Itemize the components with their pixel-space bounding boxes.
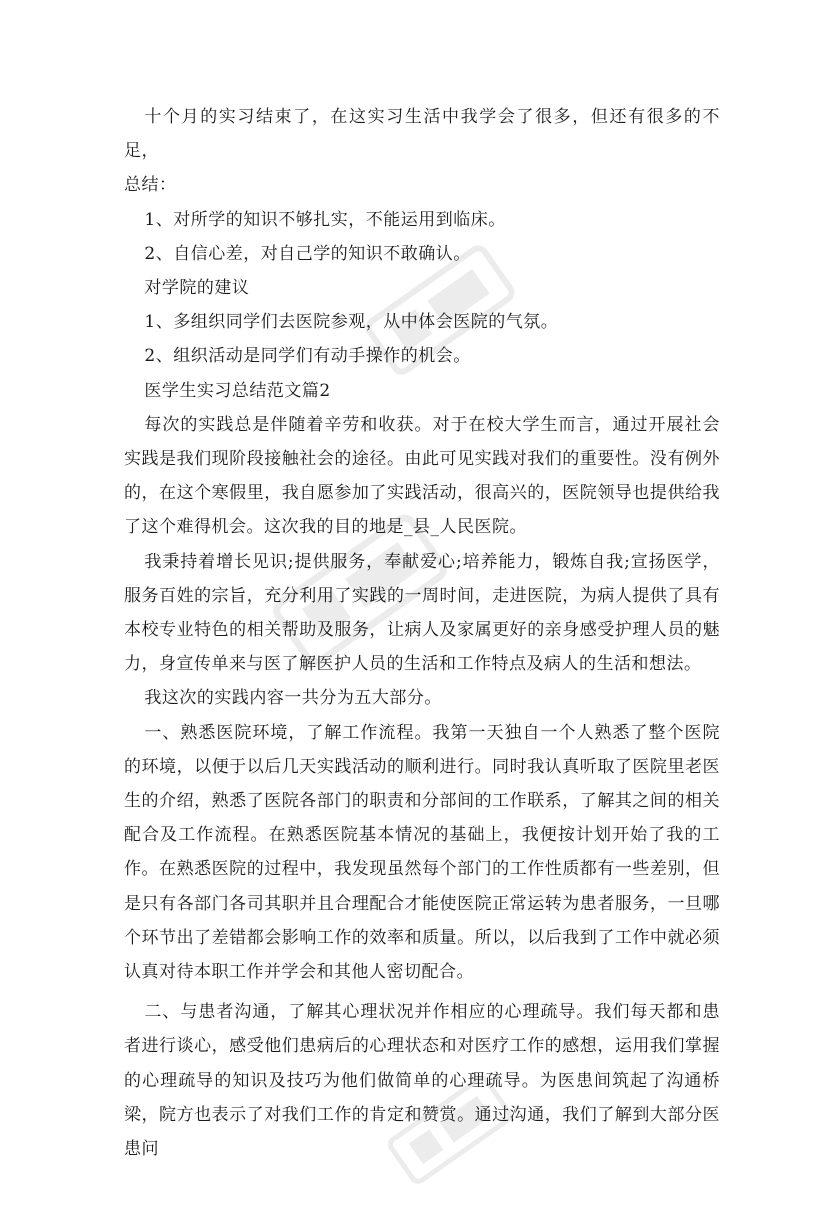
paragraph: 十个月的实习结束了，在这实习生活中我学会了很多，但还有很多的不足， <box>124 107 720 162</box>
section-heading: 对学院的建议 <box>144 278 250 299</box>
list-item: 1、对所学的知识不够扎实，不能运用到临床。 <box>144 209 506 230</box>
paragraph: 我这次的实践内容一共分为五大部分。 <box>144 688 442 709</box>
list-item: 1、多组织同学们去医院参观，从中体会医院的气氛。 <box>144 312 559 333</box>
paragraph: 总结： <box>124 175 177 196</box>
paragraph: 一、熟悉医院环境，了解工作流程。我第一天独自一个人熟悉了整个医院的环境，以便于以后几天实践活动的顺利进行。同时我认真听取了医院里老医生的介绍，熟悉了医院各部门的职责和分部间的工作联系，了解其之间的相关配合及工作流程。在熟悉医院基本情况的基础上，我便按计划开始了我的工作。在熟悉医院的过程中，我发现虽然每个部门的工作性质都有一些差别，但是只有各部门各司其职并且合理配合才能使医院正常运转为患者服务，一旦哪个环节出了差错都会影响工作的效率和质量。所以，以后我到了工作中就必须认真对待本职工作并学会和其他人密切配合。 <box>124 722 720 983</box>
paragraph: 每次的实践总是伴随着辛劳和收获。对于在校大学生而言，通过开展社会实践是我们现阶段接触社会的途径。由此可见实践对我们的重要性。没有例外的，在这个寒假里，我自愿参加了实践活动，很高兴的，医院领导也提供给我了这个难得机会。这次我的目的地是_县_人民医院。 <box>124 414 720 538</box>
article-heading: 医学生实习总结范文篇2 <box>144 380 331 401</box>
paragraph: 我秉持着增长见识;提供服务，奉献爱心;培养能力，锻炼自我;宣扬医学，服务百姓的宗旨，充分利用了实践的一周时间，走进医院，为病人提供了具有本校专业特色的相关帮助及服务，让病人及家属更好的亲身感受护理人员的魅力，身宣传单来与医了解医护人员的生活和工作特点及病人的生活和想法。 <box>124 551 720 675</box>
document-body <box>124 100 720 1166</box>
list-item: 2、自信心差，对自己学的知识不敢确认。 <box>144 243 471 264</box>
list-item: 2、组织活动是同学们有动手操作的机会。 <box>144 346 471 367</box>
paragraph: 二、与患者沟通，了解其心理状况并作相应的心理疏导。我们每天都和患者进行谈心，感受他们患病后的心理状态和对医疗工作的感想，运用我们掌握的心理疏导的知识及技巧为他们做简单的心理疏导。为医患间筑起了沟通桥梁，院方也表示了对我们工作的肯定和赞赏。通过沟通，我们了解到大部分医患问 <box>124 1002 720 1160</box>
